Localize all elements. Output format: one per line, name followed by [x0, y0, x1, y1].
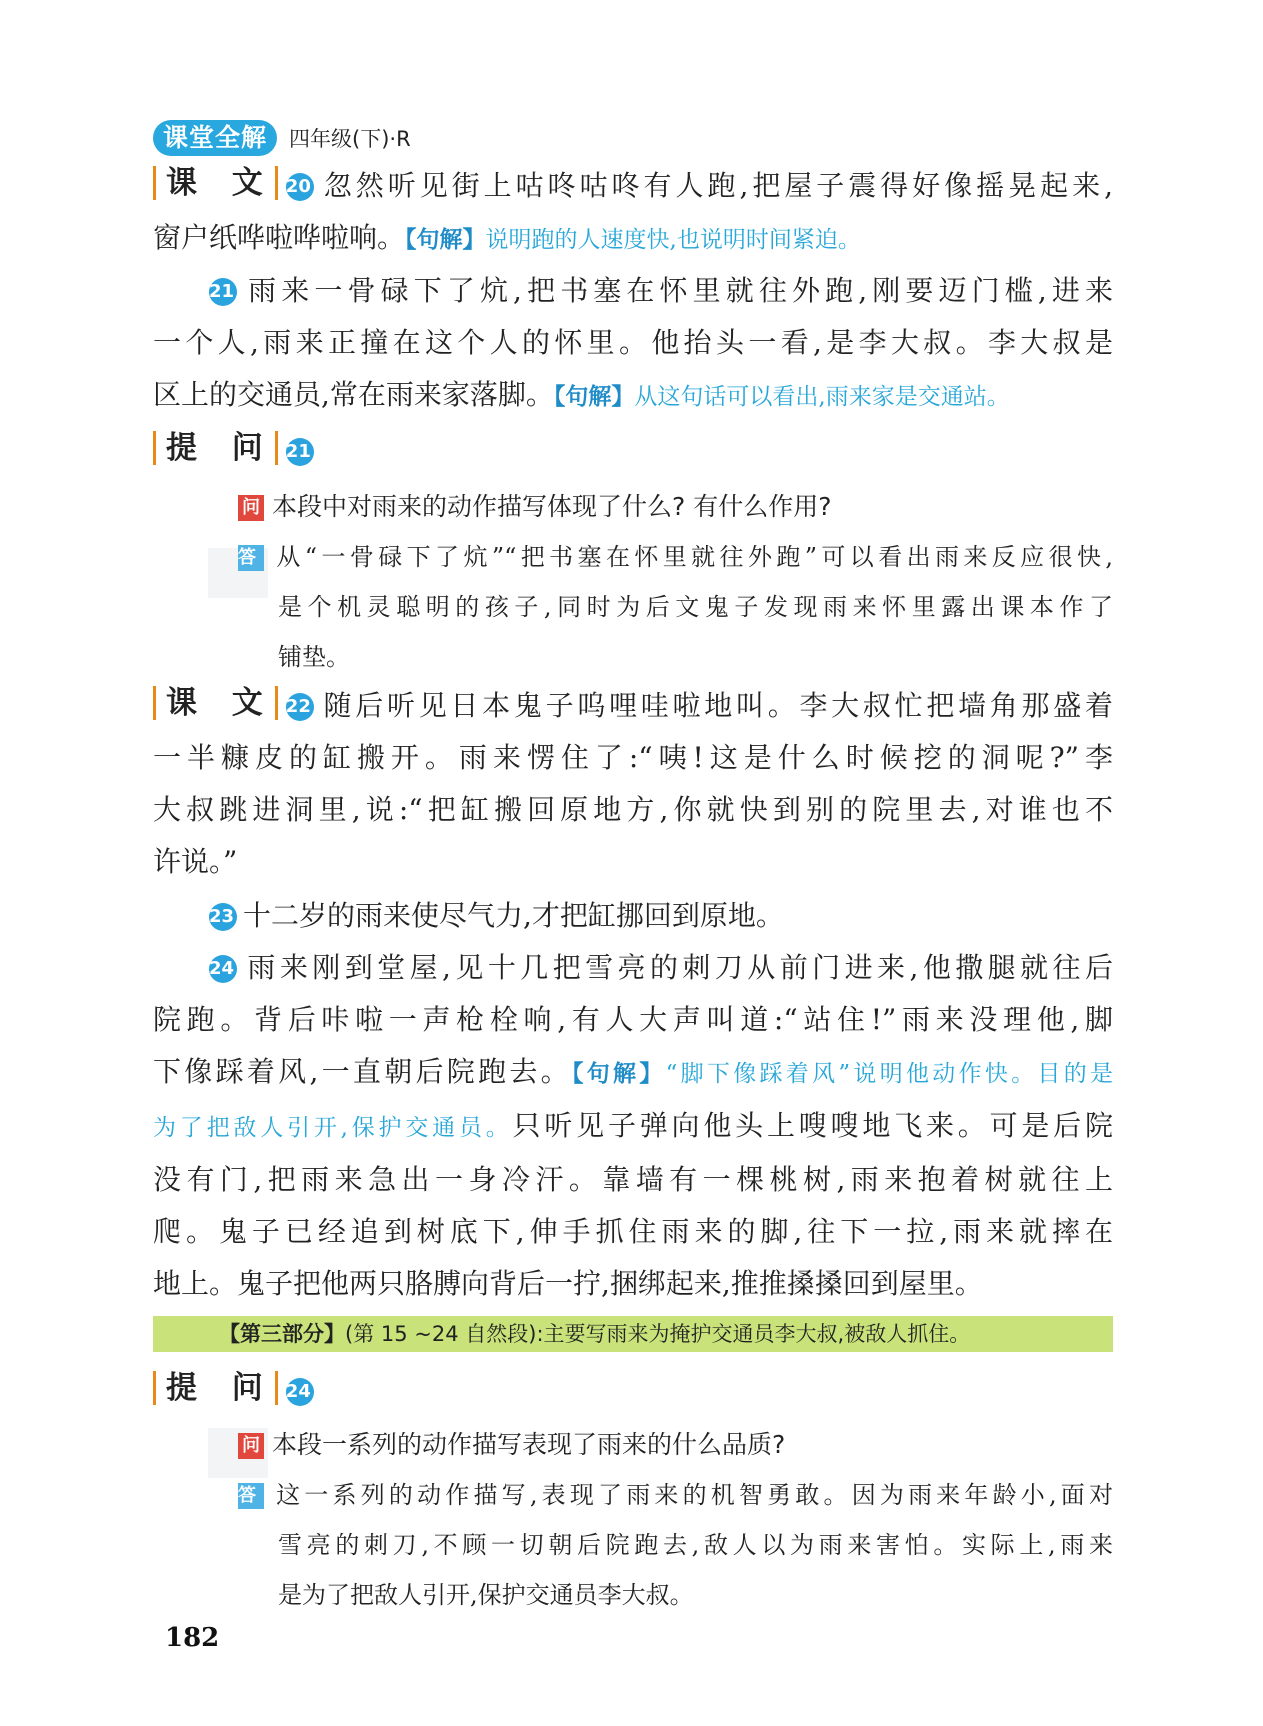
text-line: 没有门,把雨来急出一身冷汗。靠墙有一棵桃树,雨来抱着树就往上 — [153, 1163, 1113, 1196]
question-section-21 — [153, 425, 1113, 477]
text-line: 大叔跳进洞里,说:“把缸搬回原地方,你就快到别的院里去,对谁也不 — [153, 793, 1113, 826]
answer-icon: 答 — [238, 1483, 264, 1509]
answer-line: 这一系列的动作描写,表现了雨来的机智勇敢。因为雨来年龄小,面对 — [272, 1481, 1113, 1509]
hint-label: 【句解】 — [553, 384, 635, 410]
text-line: 只听见子弹向他头上嗖嗖地飞来。可是后院 — [512, 1109, 1113, 1142]
paragraph-number: 20 — [286, 173, 314, 201]
text-line: 雨来一骨碌下了炕,把书塞在怀里就往外跑,刚要迈门槛,进来 — [243, 274, 1113, 307]
hint-text: 为了把敌人引开,保护交通员。 — [153, 1115, 513, 1141]
paragraph-number: 21 — [209, 278, 237, 306]
text-line: 随后听见日本鬼子呜哩哇啦地叫。李大叔忙把墙角那盛着 — [319, 689, 1113, 722]
hint-text: “脚下像踩着风”说明他动作快。目的是 — [665, 1061, 1113, 1087]
text-line: 院跑。背后咔啦一声枪栓响,有人大声叫道:“站住!”雨来没理他,脚 — [153, 1003, 1113, 1036]
page-number: 182 — [165, 1623, 220, 1653]
section-summary-banner — [153, 1316, 1113, 1352]
paragraph-number: 24 — [209, 955, 237, 983]
grade-label: 四年级(下)·R — [289, 127, 411, 151]
text-line: 忽然听见街上咕咚咕咚有人跑,把屋子震得好像摇晃起来, — [319, 169, 1113, 202]
question-answer-21 — [238, 482, 1113, 682]
question-tag: 提 问 — [153, 1371, 278, 1405]
paragraph-number: 21 — [286, 438, 314, 466]
answer-line: 铺垫。 — [278, 643, 350, 671]
answer-icon: 答 — [238, 545, 264, 571]
text-tag: 课 文 — [153, 686, 278, 720]
text-line: 窗户纸哗啦哗啦响。 — [153, 221, 406, 254]
text-line: 爬。鬼子已经追到树底下,伸手抓住雨来的脚,往下一拉,雨来就摔在 — [153, 1215, 1113, 1248]
answer-line: 是为了把敌人引开,保护交通员李大叔。 — [278, 1581, 694, 1609]
text-line: 十二岁的雨来使尽气力,才把缸挪回到原地。 — [243, 899, 784, 932]
question-answer-24 — [238, 1420, 1113, 1620]
series-logo: 课堂全解 — [153, 120, 277, 156]
paragraph-24 — [153, 942, 1113, 1310]
text-line: 雨来刚到堂屋,见十几把雪亮的刺刀从前门进来,他撒腿就往后 — [243, 951, 1113, 984]
question-section-24 — [153, 1365, 1113, 1417]
hint-text: 从这句话可以看出,雨来家是交通站。 — [634, 384, 1010, 410]
hint-label: 【句解】 — [405, 227, 486, 253]
paragraph-20 — [153, 160, 1113, 266]
text-line: 一个人,雨来正撞在这个人的怀里。他抬头一看,是李大叔。李大叔是 — [153, 326, 1113, 359]
summary-text: (第 15 ~24 自然段):主要写雨来为掩护交通员李大叔,被敌人抓住。 — [345, 1322, 971, 1346]
text-tag: 课 文 — [153, 166, 278, 200]
paragraph-23 — [153, 890, 1113, 942]
paragraph-number: 23 — [209, 903, 237, 931]
hint-text: 说明跑的人速度快,也说明时间紧迫。 — [485, 227, 861, 253]
question-icon: 问 — [238, 495, 264, 521]
summary-label: 【第三部分】 — [219, 1322, 345, 1346]
question-tag: 提 问 — [153, 431, 278, 465]
text-line: 许说。” — [153, 845, 238, 878]
question-icon: 问 — [238, 1433, 264, 1459]
answer-line: 从“一骨碌下了炕”“把书塞在怀里就往外跑”可以看出雨来反应很快, — [272, 543, 1113, 571]
hint-label: 【句解】 — [571, 1061, 666, 1087]
text-line: 下像踩着风,一直朝后院跑去。 — [153, 1055, 572, 1088]
text-line: 地上。鬼子把他两只胳膊向背后一拧,捆绑起来,推推搡搡回到屋里。 — [153, 1267, 983, 1300]
question-text: 本段中对雨来的动作描写体现了什么? 有什么作用? — [272, 492, 832, 521]
answer-line: 雪亮的刺刀,不顾一切朝后院跑去,敌人以为雨来害怕。实际上,雨来 — [278, 1531, 1113, 1559]
answer-line: 是个机灵聪明的孩子,同时为后文鬼子发现雨来怀里露出课本作了 — [278, 593, 1113, 621]
paragraph-number: 24 — [286, 1378, 314, 1406]
paragraph-22 — [153, 680, 1113, 888]
text-line: 一半糠皮的缸搬开。雨来愣住了:“咦!这是什么时候挖的洞呢?”李 — [153, 741, 1113, 774]
page-header — [153, 118, 411, 158]
text-line: 区上的交通员,常在雨来家落脚。 — [153, 378, 554, 411]
question-text: 本段一系列的动作描写表现了雨来的什么品质? — [272, 1430, 786, 1459]
paragraph-21 — [153, 265, 1113, 423]
paragraph-number: 22 — [286, 693, 314, 721]
